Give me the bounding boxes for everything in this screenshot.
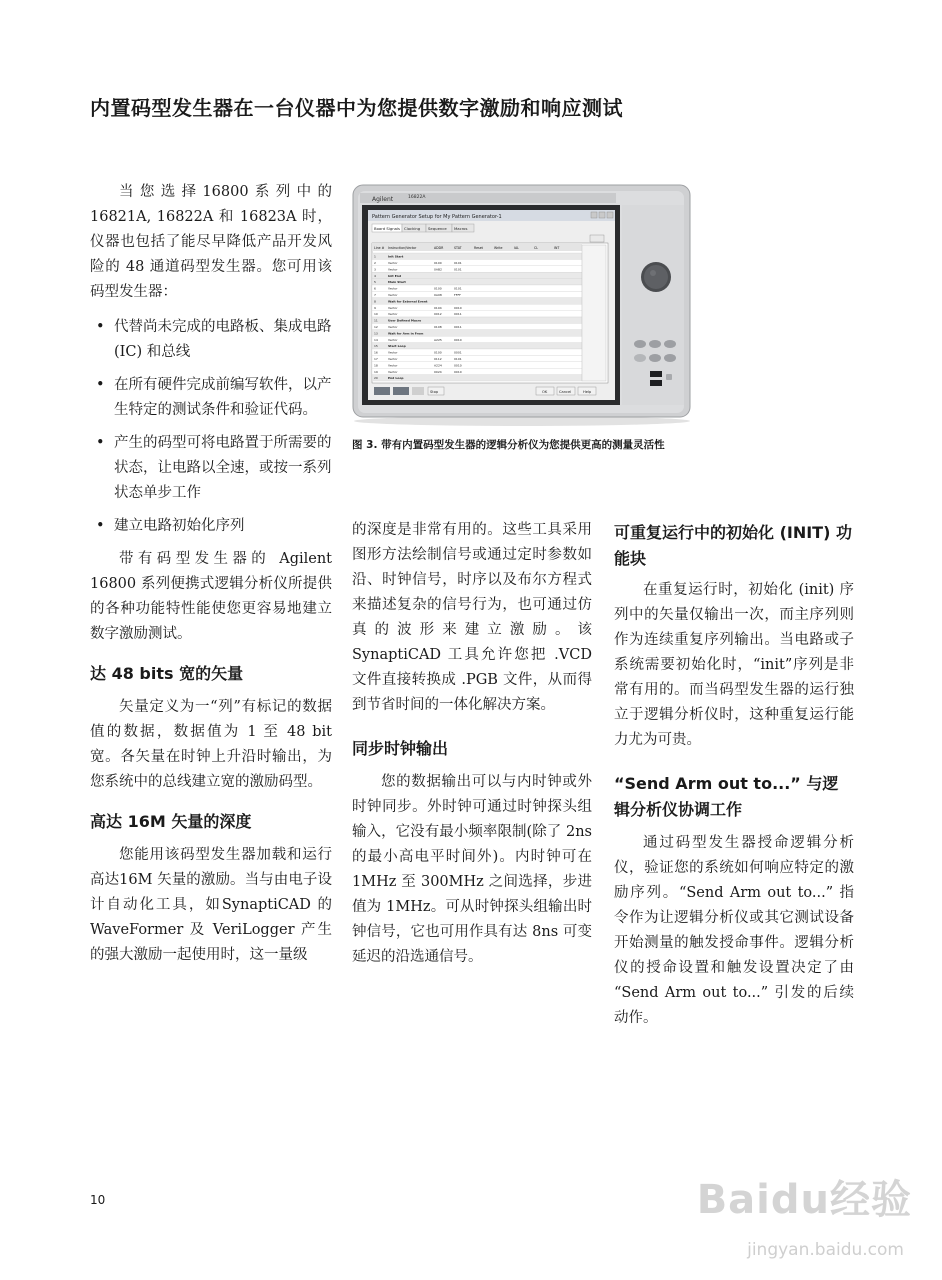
paragraph: 当您选择16800系列中的16821A, 16822A 和 16823A 时，仪器也包括了能尽早降低产品开发风险的 48 通道码型发生器。您可用该码型发生器： [90, 184, 332, 300]
table-cell: Vector [388, 312, 398, 317]
tab-clocking: Clocking [404, 226, 421, 231]
table-row[interactable] [372, 311, 582, 317]
panel-button [649, 354, 661, 362]
table-cell: 7 [374, 293, 376, 297]
usb-port [650, 380, 662, 386]
table-cell: 0101 [454, 286, 462, 291]
table-header-cell: STAT [454, 246, 462, 250]
table-cell: 20 [374, 376, 378, 381]
bullet-item: • 产生的码型可将电路置于所需要的状态，让电路以全速，或按一系列状态单步工作 [90, 431, 332, 506]
bullet-item: • 代替尚未完成的电路板、集成电路 (IC) 和总线 [90, 315, 332, 365]
table-cell: A224 [434, 363, 442, 368]
window-tabs [372, 224, 474, 232]
help-button-label: Help [583, 390, 592, 394]
paragraph: 的深度是非常有用的。这些工具采用图形方法绘制信号或通过定时参数如沿、时钟信号，时序以及布尔方程式来描述复杂的信号行为，也可通过仿真的波形来建立激励。该 SynaptiCAD 工具允许您把 .VCD 文件直接转换成 .PGB 文件，从而得到节省时间的一体化解决方案。 [352, 522, 592, 713]
table-row[interactable] [372, 298, 582, 304]
table-cell: Vector [388, 363, 398, 368]
table-cell: A225 [434, 337, 442, 342]
table-header-cell: Instruction/Vector [388, 246, 417, 250]
paragraph: 带有码型发生器的 Agilent 16800 系列便携式逻辑分析仪所提供的各种功能特性能使您更容易地建立数字激励测试。 [90, 551, 332, 642]
table-cell: Init Start [388, 254, 404, 259]
table-cell: 0101 [454, 267, 462, 272]
bullet-item: • 建立电路初始化序列 [90, 514, 332, 539]
table-row[interactable] [372, 362, 582, 368]
paragraph: 通过码型发生器授命逻辑分析仪，验证您的系统如何响应特定的激励序列。“Send Arm out to...” 指令作为让逻辑分析仪或其它测试设备开始测量的触发授命事件。逻辑分析仪的授命设置和触发设置决定了由 “Send Arm out to...” 引发的后续动作。 [614, 835, 854, 1026]
text-column-2 [352, 518, 592, 970]
table-cell: Vector [388, 267, 398, 272]
table-row[interactable] [372, 330, 582, 336]
watermark-logo: Baidu经验 [696, 1177, 912, 1223]
text-column-3 [614, 520, 854, 1031]
table-cell: 12 [374, 325, 378, 329]
panel-button [649, 340, 661, 348]
panel-button [664, 354, 676, 362]
table-cell: Main Start [388, 280, 406, 285]
table-cell: 10 [374, 312, 378, 317]
table-cell: Vector [388, 286, 398, 291]
stop-button-label: Stop [430, 390, 439, 394]
paragraph: 在重复运行时，初始化 (init) 序列中的矢量仅输出一次，而主序列则作为连续重复序列输出。当电路或子系统需要初始化时，“init”序列是非常有用的。而当码型发生器的运行独立于逻辑分析仪时，这种重复运行能力尤为可贵。 [614, 582, 854, 748]
tab-macros: Macros [454, 226, 468, 231]
table-cell: 0A08 [434, 293, 442, 297]
panel-button [634, 340, 646, 348]
table-cell: 0100 [434, 350, 442, 355]
table-cell: Vector [388, 357, 398, 361]
table-cell: 3 [374, 267, 376, 272]
table-cell: 0104 [434, 305, 442, 310]
section-heading: 高达 16M 矢量的深度 [90, 812, 252, 831]
table-row[interactable] [372, 343, 582, 349]
table-cell: 0024 [434, 369, 442, 374]
table-cell: Wait for External Event [388, 299, 428, 304]
table-cell: 0010 [454, 369, 462, 374]
section-heading: 可重复运行中的初始化 (INIT) 功能块 [614, 523, 852, 568]
table-cell: 0011 [454, 312, 462, 317]
table-cell: Init End [388, 273, 402, 278]
bullet-item: • 在所有硬件完成前编写软件，以产生特定的测试条件和验证代码。 [90, 373, 332, 423]
table-cell: 5 [374, 280, 376, 285]
window-title: Pattern Generator Setup for My Pattern Generator-1 [372, 214, 502, 220]
paragraph: 您能用该码型发生器加载和运行高达16M 矢量的激励。当与由电子设计自动化工具，如SynaptiCAD 的 WaveFormer 及 VeriLogger 产生的强大激励一起使用时，这一量级 [90, 847, 332, 963]
panel-button [634, 354, 646, 362]
table-cell: 9 [374, 305, 376, 310]
table-cell: 4 [374, 273, 376, 278]
table-header-cell: INT [554, 246, 560, 250]
table-cell: 0100 [434, 286, 442, 291]
table-cell: 15 [374, 344, 378, 349]
table-row[interactable] [372, 349, 582, 355]
table-row[interactable] [372, 304, 582, 310]
table-row[interactable] [372, 317, 582, 323]
section-heading: 达 48 bits 宽的矢量 [90, 664, 244, 683]
brand-label: Agilent [372, 196, 394, 203]
table-cell: Vector [388, 293, 398, 297]
table-row[interactable] [372, 291, 582, 297]
table-row[interactable] [372, 355, 582, 361]
table-cell: 0101 [454, 261, 462, 265]
table-cell: 8 [374, 299, 376, 304]
instrument-figure [350, 183, 693, 427]
table-cell: 0010 [454, 305, 462, 310]
table-cell: 0AB2 [434, 267, 442, 272]
table-row[interactable] [372, 266, 582, 272]
table-cell: FFFF [454, 293, 461, 297]
table-row[interactable] [372, 259, 582, 265]
section-heading: “Send Arm out to...” 与逻辑分析仪协调工作 [614, 774, 839, 819]
table-cell: 11 [374, 318, 378, 323]
table-row[interactable] [372, 253, 582, 259]
tab-sequence: Sequence [428, 226, 447, 231]
table-cell: 0112 [434, 357, 442, 361]
table-header-cell: Write [494, 246, 503, 250]
model-label: 16822A [408, 195, 426, 200]
table-row[interactable] [372, 368, 582, 374]
usb-port [650, 371, 662, 377]
figure-caption: 图 3. 带有内置码型发生器的逻辑分析仪为您提供更高的测量灵活性 [352, 439, 665, 451]
table-row[interactable] [372, 375, 582, 381]
table-row[interactable] [372, 285, 582, 291]
table-row[interactable] [372, 323, 582, 329]
table-header-cell: Reset [474, 246, 483, 250]
table-cell: 16 [374, 350, 378, 355]
table-cell: 0100 [434, 261, 442, 265]
page-title: 内置码型发生器在一台仪器中为您提供数字激励和响应测试 [90, 96, 623, 120]
table-cell: 18 [374, 363, 378, 368]
table-cell: Vector [388, 337, 398, 342]
bullet-list [90, 315, 332, 539]
table-row[interactable] [372, 279, 582, 285]
table-cell: 14 [374, 337, 378, 342]
paragraph: 矢量定义为一“列”有标记的数据值的数据，数据值为 1 至 48 bit 宽。各矢量在时钟上升沿时输出，为您系统中的总线建立宽的激励码型。 [90, 699, 332, 790]
text-column-1 [90, 180, 332, 968]
table-cell: 2 [374, 261, 376, 265]
table-cell: Start Loop [388, 344, 406, 349]
table-cell: 1 [374, 254, 376, 259]
table-cell: 0010 [454, 337, 462, 342]
table-cell: Vector [388, 369, 398, 374]
table-cell: Vector [388, 305, 398, 310]
table-row[interactable] [372, 272, 582, 278]
cancel-button-label: Cancel [559, 390, 572, 394]
table-header-cell: Line # [374, 246, 385, 250]
table-header-cell: ADDR [434, 246, 444, 250]
watermark-url: jingyan.baidu.com [747, 1240, 904, 1260]
table-cell: Wait for Arm in From [388, 331, 424, 336]
section-heading: 同步时钟输出 [352, 739, 449, 758]
table-cell: User Defined Macro [388, 318, 422, 323]
table-header-cell: IAL [514, 246, 519, 250]
table-cell: End Loop [388, 376, 404, 381]
paragraph: 您的数据输出可以与内时钟或外时钟同步。外时钟可通过时钟探头组输入，它没有最小频率限制(除了 2ns 的最小高电平时间外)。内时钟可在 1MHz 至 300MHz 之间选择，步进值为 1MHz。可从时钟探头组输出时钟信号，它也可用作具有达 8ns 可变延迟的沿选通信号。 [352, 774, 592, 965]
table-cell: 0012 [434, 312, 442, 317]
table-cell: 0108 [434, 325, 442, 329]
table-cell: 0001 [454, 350, 462, 355]
table-cell: 19 [374, 369, 378, 374]
table-cell: 6 [374, 286, 376, 291]
table-cell: 0011 [454, 325, 462, 329]
table-cell: 13 [374, 331, 378, 336]
table-row[interactable] [372, 336, 582, 342]
ok-button-label: OK [542, 390, 548, 394]
table-cell: 0101 [454, 357, 462, 361]
table-cell: Vector [388, 325, 398, 329]
table-cell: 17 [374, 357, 378, 361]
table-header-cell: CL [534, 246, 539, 250]
table-cell: 0010 [454, 363, 462, 368]
table-cell: Vector [388, 350, 398, 355]
panel-button [664, 340, 676, 348]
table-cell: Vector [388, 261, 398, 265]
tab-board-signals: Board Signals [374, 226, 401, 231]
page-number: 10 [90, 1193, 106, 1207]
